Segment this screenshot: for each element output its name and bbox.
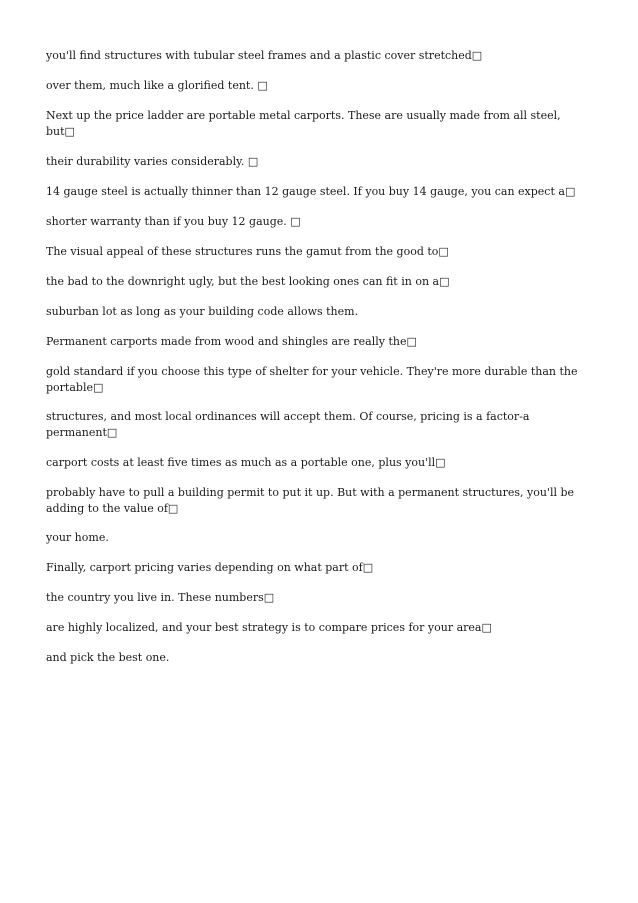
paragraph-18: are highly localized, and your best strategy is to compare prices for your area□: [46, 621, 492, 634]
paragraph-19: and pick the best one.: [46, 651, 170, 664]
paragraph-8: the bad to the downright ugly, but the best looking ones can fit in on a□: [46, 275, 450, 288]
paragraph-17: the country you live in. These numbers□: [46, 591, 275, 604]
paragraph-11: gold standard if you choose this type of shelter for your vehicle. They're more durable than the portable□: [46, 365, 578, 394]
paragraph-4: their durability varies considerably. □: [46, 155, 259, 168]
paragraph-16: Finally, carport pricing varies depending on what part of□: [46, 561, 374, 574]
paragraph-15: your home.: [46, 531, 109, 544]
paragraph-9: suburban lot as long as your building code allows them.: [46, 305, 359, 318]
paragraph-7: The visual appeal of these structures runs the gamut from the good to□: [46, 245, 449, 258]
paragraph-13: carport costs at least five times as much as a portable one, plus you'll□: [46, 456, 446, 469]
paragraph-10: Permanent carports made from wood and shingles are really the□: [46, 335, 417, 348]
paragraph-12: structures, and most local ordinances will accept them. Of course, pricing is a factor-a permanent□: [46, 410, 530, 439]
paragraph-1: you'll find structures with tubular steel frames and a plastic cover stretched□: [46, 49, 483, 62]
paragraph-2: over them, much like a glorified tent. □: [46, 79, 268, 92]
document-body: [46, 48, 586, 680]
paragraph-6: shorter warranty than if you buy 12 gauge. □: [46, 215, 301, 228]
paragraph-14: probably have to pull a building permit to put it up. But with a permanent structures, you'll be adding to the value of□: [46, 486, 575, 515]
paragraph-5: 14 gauge steel is actually thinner than 12 gauge steel. If you buy 14 gauge, you can expect a□: [46, 185, 576, 198]
paragraph-3: Next up the price ladder are portable metal carports. These are usually made from all steel, but□: [46, 109, 561, 138]
